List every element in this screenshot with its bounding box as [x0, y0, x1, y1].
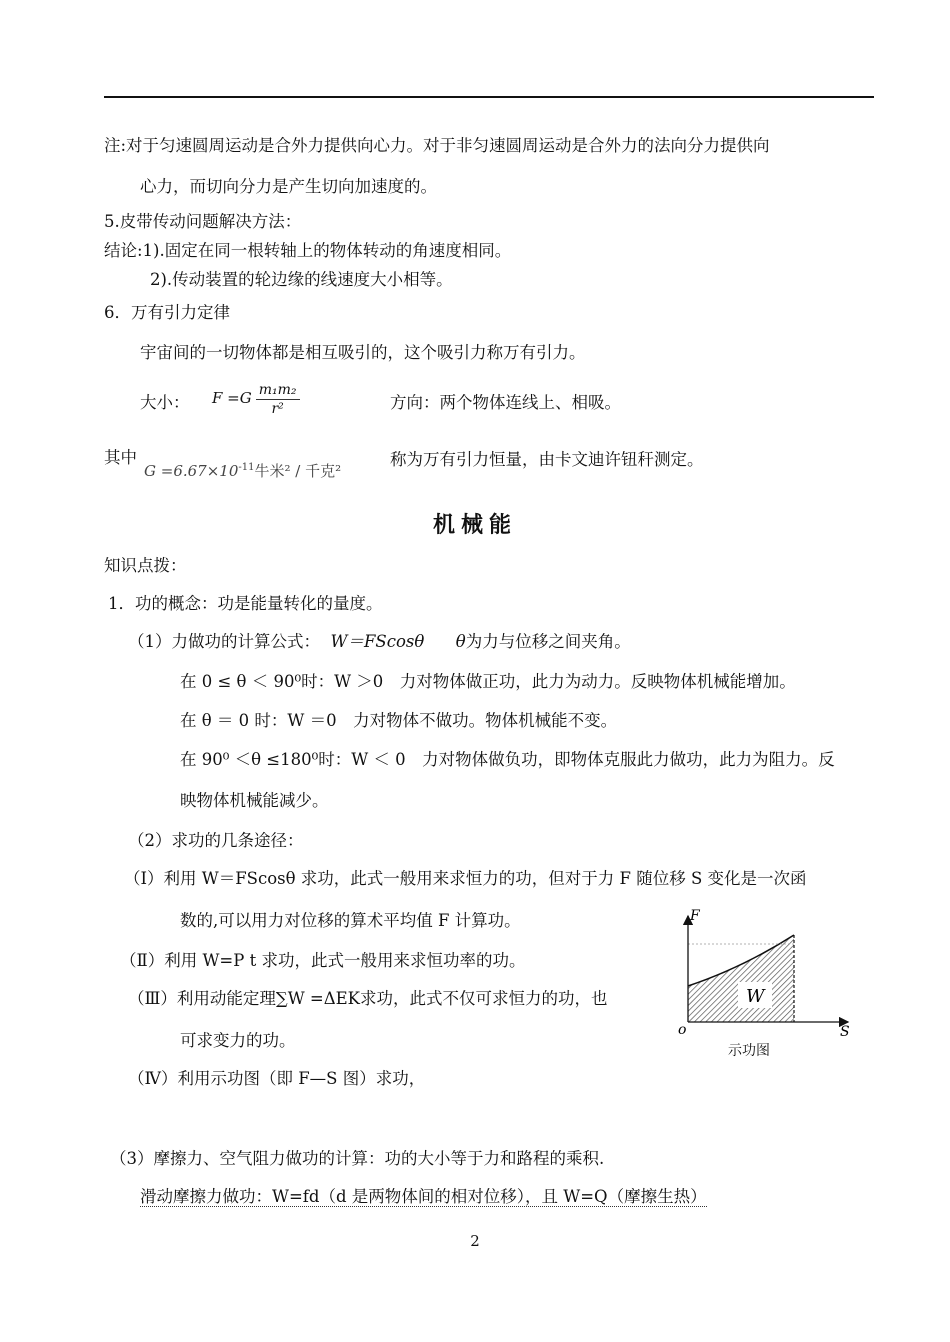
work-formula-theta: θ [455, 632, 466, 651]
work-way-2: （Ⅱ）利用 W=P t 求功，此式一般用来求恒功率的功。 [120, 951, 526, 970]
gravitation-heading: 6．万有引力定律 [104, 303, 230, 322]
work-way-1-line-2: 数的,可以用力对位移的算术平均值 F 计算功。 [180, 911, 521, 930]
work-concept: 1．功的概念：功是能量转化的量度。 [108, 594, 383, 613]
gravitation-fraction [256, 381, 300, 418]
gravitation-constant-unit: 牛米² / 千克² [254, 462, 342, 480]
gravitation-direction: 方向：两个物体连线上、相吸。 [390, 393, 621, 412]
header-rule [104, 96, 874, 98]
gravitation-numerator: m₁m₂ [256, 381, 300, 400]
page-number: 2 [470, 1232, 480, 1250]
origin-label: o [678, 1022, 687, 1038]
section-title: 机械能 [432, 512, 517, 538]
diagram-caption: 示功图 [728, 1043, 770, 1059]
work-ways-heading: （2）求功的几条途径： [128, 831, 304, 850]
work-formula-suffix: 为力与位移之间夹角。 [465, 632, 631, 651]
work-way-4: （Ⅳ）利用示功图（即 F—S 图）求功， [128, 1069, 426, 1088]
friction-sliding [140, 1186, 707, 1208]
work-case-positive: 在 0 ≤ θ ＜ 90⁰时：W ＞0 力对物体做正功，此力为动力。反映物体机械能增加。 [180, 672, 796, 691]
gravitation-constant-exponent: -11 [238, 462, 255, 473]
gravitation-constant-description: 称为万有引力恒量，由卡文迪许钮秆测定。 [390, 450, 704, 469]
work-case-zero: 在 θ ＝ 0 时：W ＝0 力对物体不做功。物体机械能不变。 [180, 711, 618, 730]
work-formula-line [128, 631, 631, 653]
gravitation-formula-lhs: F =G [212, 389, 252, 407]
belt-conclusion-1: 结论:1).固定在同一根转轴上的物体转动的角速度相同。 [104, 241, 512, 260]
friction-sliding-text: 滑动摩擦力做功：W=fd（d 是两物体间的相对位移），且 W=Q（摩擦生热） [140, 1187, 707, 1206]
gravitation-size-label: 大小： [140, 393, 190, 412]
knowledge-label: 知识点拨： [104, 556, 187, 575]
note-line-1: 注:对于匀速圆周运动是合外力提供向心力。对于非匀速圆周运动是合外力的法向分力提供向 [104, 136, 770, 155]
work-formula: W＝FScosθ [330, 632, 425, 651]
work-formula-prefix: （1）力做功的计算公式： [128, 632, 320, 651]
belt-conclusion-2: 2).传动装置的轮边缘的线速度大小相等。 [150, 270, 453, 289]
gravitation-formula [212, 380, 304, 418]
work-case-negative-2: 映物体机械能减少。 [180, 791, 329, 810]
work-diagram [672, 908, 862, 1048]
work-way-3-line-1: （Ⅲ）利用动能定理∑W =ΔEK求功，此式不仅可求恒力的功，也 [128, 989, 608, 1008]
gravitation-constant [144, 460, 341, 482]
gravitation-constant-label: 其中 [104, 448, 137, 467]
area-label: W [746, 986, 765, 1007]
gravitation-constant-value: G =6.67×10 [144, 462, 239, 480]
work-way-3-line-2: 可求变力的功。 [180, 1031, 296, 1050]
x-axis-label: S [840, 1024, 850, 1040]
friction-heading: （3）摩擦力、空气阻力做功的计算：功的大小等于力和路程的乘积. [110, 1149, 605, 1168]
y-axis-label: F [690, 908, 700, 924]
work-case-negative-1: 在 90⁰ ＜θ ≤180⁰时：W ＜ 0 力对物体做负功，即物体克服此力做功，此力为阻力。反 [180, 750, 835, 769]
work-area [688, 935, 794, 1022]
gravitation-description: 宇宙间的一切物体都是相互吸引的，这个吸引力称万有引力。 [140, 343, 586, 362]
gravitation-denominator: r² [271, 400, 284, 417]
belt-heading: 5.皮带传动问题解决方法： [104, 212, 302, 231]
work-way-1-line-1: （Ⅰ）利用 W＝FScosθ 求功，此式一般用来求恒力的功，但对于力 F 随位移 S 变化是一次函 [124, 869, 807, 888]
note-line-2: 心力，而切向分力是产生切向加速度的。 [140, 177, 437, 196]
